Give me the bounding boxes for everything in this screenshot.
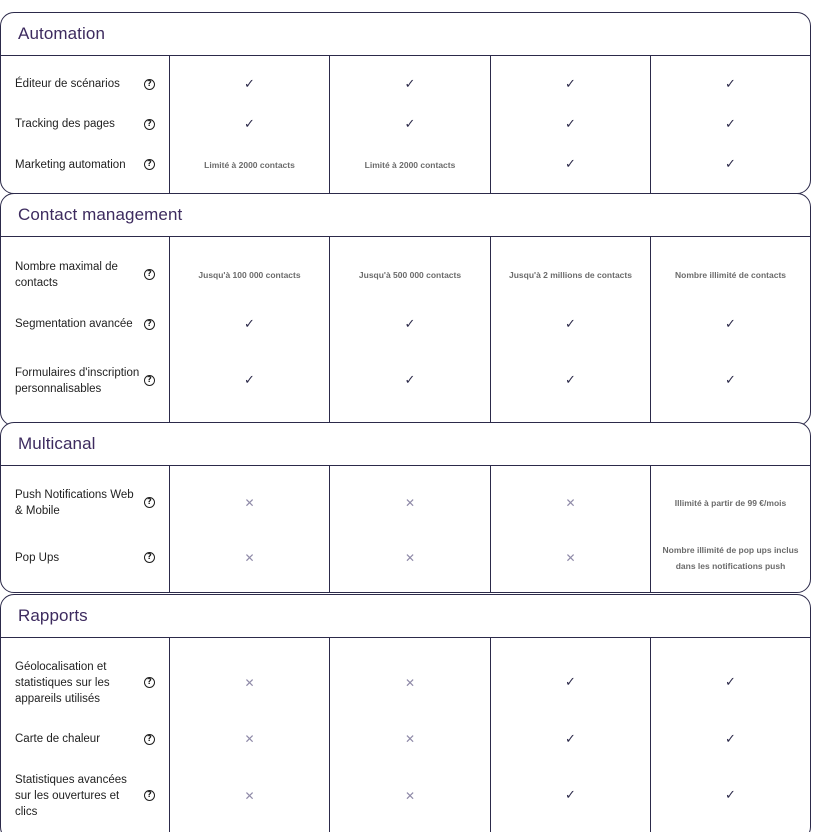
plan-cell [329,344,490,425]
check-icon: ✓ [404,76,416,92]
check-icon: ✓ [565,76,576,92]
plan-cell [169,344,329,425]
help-icon[interactable]: ? [144,269,155,280]
feature-cell [1,56,169,104]
check-icon: ✓ [565,675,576,690]
help-icon[interactable]: ? [144,497,155,508]
plan-cell [490,104,650,144]
feature-label: Statistiques avancées sur les ouvertures et clics [15,773,127,818]
feature-label: Nombre maximal de contacts [15,260,118,289]
feature-cell [1,531,169,592]
check-icon: ✓ [404,116,416,132]
check-icon: ✓ [725,316,736,332]
plan-cell [169,719,329,759]
plan-cell [650,304,810,344]
feature-label: Marketing automation [15,158,126,171]
check-icon: ✓ [725,675,736,690]
check-icon: ✓ [244,316,255,332]
check-icon: ✓ [725,76,736,92]
section-multicanal [0,422,811,593]
plan-cell [650,759,810,832]
section-title: Contact management [18,205,183,224]
check-icon: ✓ [565,116,576,132]
plan-cell [650,344,810,425]
help-icon[interactable]: ? [144,159,155,170]
cross-icon: ✕ [565,550,576,565]
plan-value-text: Limité à 2000 contacts [364,159,456,170]
feature-label: Formulaires d'inscription personnalisables [15,366,140,395]
plan-cell [169,531,329,592]
cross-icon: ✕ [244,732,255,746]
feature-cell [1,104,169,144]
check-icon: ✓ [565,788,576,803]
plan-cell [650,466,810,531]
plan-cell [650,237,810,304]
plan-cell [329,144,490,193]
cross-icon: ✕ [404,675,416,690]
plan-cell [329,304,490,344]
plan-cell [169,466,329,531]
check-icon: ✓ [565,157,576,172]
help-icon[interactable]: ? [144,319,155,330]
check-icon: ✓ [725,373,736,388]
section-title: Multicanal [18,434,96,453]
help-icon[interactable]: ? [144,734,155,745]
feature-cell [1,466,169,531]
feature-label: Push Notifications Web & Mobile [15,488,134,517]
plan-cell [650,144,810,193]
plan-cell [169,144,329,193]
plan-value-text: Illimité à partir de 99 €/mois [674,497,787,508]
feature-label: Pop Ups [15,551,60,564]
plan-cell [490,759,650,832]
plan-value-text: Jusqu'à 100 000 contacts [198,269,301,280]
plan-value-text: Nombre illimité de contacts [675,269,786,280]
cross-icon: ✕ [244,550,255,565]
help-icon[interactable]: ? [144,677,155,688]
help-icon[interactable]: ? [144,375,155,386]
plan-cell [329,531,490,592]
plan-cell [490,304,650,344]
cross-icon: ✕ [404,550,416,565]
plan-cell [169,638,329,719]
section-header [1,13,810,56]
plan-cell [329,104,490,144]
plan-cell [329,237,490,304]
feature-rows [1,56,810,193]
cross-icon: ✕ [404,732,416,746]
plan-cell [490,466,650,531]
check-icon: ✓ [725,731,736,747]
plan-cell [490,638,650,719]
check-icon: ✓ [565,316,576,332]
feature-cell [1,144,169,193]
section-title: Rapports [18,606,88,625]
section-header [1,194,810,237]
plan-cell [650,719,810,759]
help-icon[interactable]: ? [144,79,155,90]
help-icon[interactable]: ? [144,119,155,130]
feature-label: Carte de chaleur [15,733,101,745]
feature-label: Tracking des pages [15,118,115,130]
section-rapports [0,594,811,832]
plan-cell [490,237,650,304]
feature-label: Géolocalisation et statistiques sur les appareils utilisés [15,660,110,705]
feature-label: Segmentation avancée [15,318,133,330]
cross-icon: ✕ [404,495,416,510]
check-icon: ✓ [725,788,736,803]
check-icon: ✓ [244,76,255,92]
section-automation [0,12,811,194]
section-header [1,595,810,638]
plan-cell [329,56,490,104]
plan-cell [490,56,650,104]
section-contact-management [0,193,811,426]
feature-label: Éditeur de scénarios [15,78,120,90]
check-icon: ✓ [725,116,736,132]
plan-cell [490,531,650,592]
help-icon[interactable]: ? [144,552,155,563]
feature-rows [1,466,810,592]
feature-rows [1,237,810,425]
cross-icon: ✕ [244,495,255,510]
plan-cell [650,638,810,719]
feature-cell [1,638,169,719]
plan-cell [169,104,329,144]
plan-cell [490,344,650,425]
feature-cell [1,344,169,425]
plan-value-text: Nombre illimité de pop ups inclus dans les notifications push [662,544,799,571]
check-icon: ✓ [244,373,255,388]
check-icon: ✓ [404,373,416,388]
plan-cell [169,237,329,304]
feature-rows [1,638,810,832]
section-header [1,423,810,466]
plan-value-text: Jusqu'à 500 000 contacts [358,269,462,280]
check-icon: ✓ [244,116,255,132]
plan-cell [650,104,810,144]
plan-value-text: Jusqu'à 2 millions de contacts [509,269,632,280]
feature-cell [1,237,169,304]
plan-cell [490,719,650,759]
plan-cell [490,144,650,193]
plan-cell [329,719,490,759]
plan-cell [650,56,810,104]
check-icon: ✓ [565,373,576,388]
cross-icon: ✕ [244,788,255,803]
check-icon: ✓ [565,731,576,747]
plan-value-text: Limité à 2000 contacts [204,159,295,170]
plan-cell [169,304,329,344]
plan-cell [650,531,810,592]
feature-cell [1,304,169,344]
check-icon: ✓ [725,157,736,172]
feature-cell [1,759,169,832]
plan-cell [329,638,490,719]
help-icon[interactable]: ? [144,790,155,801]
plan-cell [169,759,329,832]
cross-icon: ✕ [244,675,255,690]
section-title: Automation [18,24,105,43]
plan-cell [329,466,490,531]
cross-icon: ✕ [404,788,416,803]
check-icon: ✓ [404,316,416,332]
plan-cell [169,56,329,104]
feature-cell [1,719,169,759]
plan-cell [329,759,490,832]
cross-icon: ✕ [565,495,576,510]
